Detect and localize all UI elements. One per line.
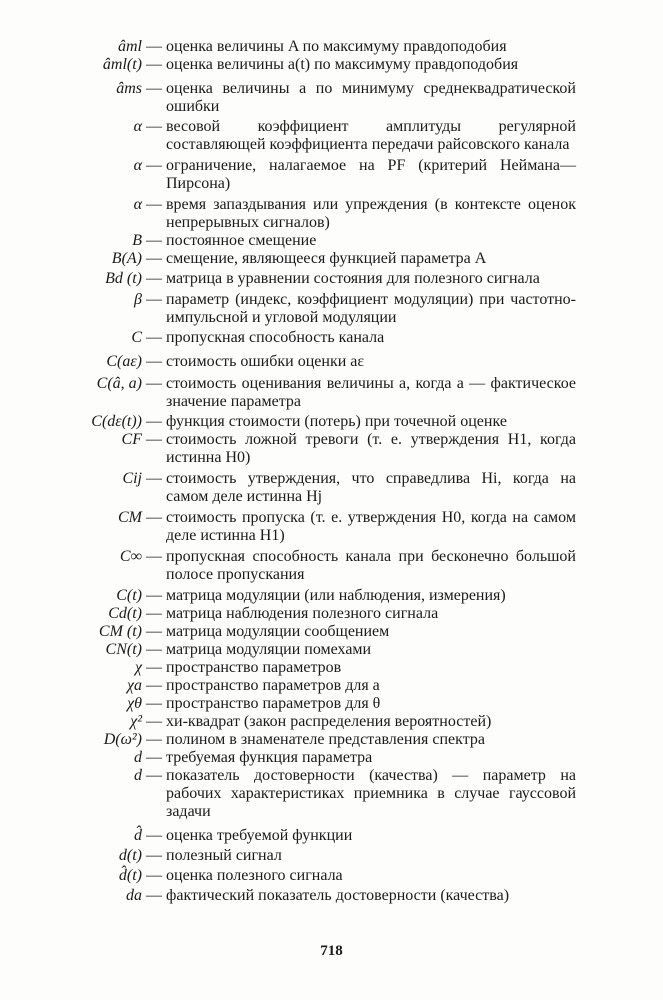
glossary-term: d(t) [118, 847, 142, 864]
glossary-definition: матрица модуляции помехами [166, 641, 372, 658]
glossary-entry: C(â, a) — стоимость оценивания величины a, когда a — фактическое значение параметра [0, 375, 663, 411]
glossary-term: CM [118, 509, 142, 526]
glossary-term: âml(t) [102, 56, 142, 73]
glossary-term: B(A) [111, 250, 142, 267]
glossary-definition: пропускная способность канала [166, 329, 385, 346]
glossary-entry: CM — стоимость пропуска (т. е. утверждения H0, когда на самом деле истинна H1) [0, 509, 663, 545]
glossary-entry: Bd (t) — матрица в уравнении состояния для полезного сигнала [0, 270, 663, 288]
glossary-definition: стоимость оценивания величины a, когда a — фактическое значение параметра [166, 375, 576, 410]
glossary-entry: d̂ — оценка требуемой функции [0, 827, 663, 845]
glossary-term: âms [116, 80, 142, 97]
glossary-entry: χ² — хи-квадрат (закон распределения вероятностей) [0, 713, 663, 731]
glossary-term: Cd(t) [108, 605, 142, 622]
glossary-entry: χa — пространство параметров для a [0, 677, 663, 695]
glossary-entry: χθ — пространство параметров для θ [0, 695, 663, 713]
glossary-entry: d(t) — полезный сигнал [0, 847, 663, 865]
glossary-definition: оценка величины a по минимуму среднеквадратической ошибки [166, 80, 576, 115]
glossary-entry: χ — пространство параметров [0, 659, 663, 677]
glossary-definition: фактический показатель достоверности (качества) [166, 887, 510, 904]
glossary-entry: β — параметр (индекс, коэффициент модуляции) при частотно-импульсной и угловой модуляции [0, 291, 663, 327]
glossary-term: d [134, 749, 142, 766]
glossary-entry: C(t) — матрица модуляции (или наблюдения, измерения) [0, 587, 663, 605]
glossary-term: âml [118, 38, 142, 55]
glossary-term: CF [121, 431, 142, 448]
glossary-definition: ограничение, налагаемое на PF (критерий Неймана—Пирсона) [166, 157, 576, 192]
glossary-entry: d̂(t) — оценка полезного сигнала [0, 867, 663, 885]
glossary-term: C(â, a) [96, 375, 142, 392]
glossary-definition: матрица модуляции сообщением [166, 623, 390, 640]
glossary-definition: оценка требуемой функции [166, 827, 353, 844]
glossary-entry: d — показатель достоверности (качества) — параметр на рабочих характеристиках приемника в случае гауссовой задачи [0, 767, 663, 821]
glossary-entry: C(dε(t)) — функция стоимости (потерь) при точечной оценке [0, 413, 663, 431]
glossary-entry: α — время запаздывания или упреждения (в контексте оценок непрерывных сигналов) [0, 196, 663, 232]
glossary-entry: C∞ — пропускная способность канала при бесконечно большой полосе пропускания [0, 548, 663, 584]
glossary-entry: CF — стоимость ложной тревоги (т. е. утверждения H1, когда истинна H0) [0, 431, 663, 467]
glossary-entry: âml(t) — оценка величины a(t) по максимуму правдоподобия [0, 56, 663, 74]
glossary-entry: Cd(t) — матрица наблюдения полезного сигнала [0, 605, 663, 623]
glossary-term: α [133, 196, 142, 213]
glossary-term: C(t) [116, 587, 142, 604]
glossary-entry: α — ограничение, налагаемое на PF (критерий Неймана—Пирсона) [0, 157, 663, 193]
glossary-definition: время запаздывания или упреждения (в контексте оценок непрерывных сигналов) [166, 196, 576, 231]
glossary-definition: показатель достоверности (качества) — параметр на рабочих характеристиках приемника в случае гауссовой задачи [166, 767, 576, 820]
glossary-definition: оценка величины A по максимуму правдоподобия [166, 38, 507, 55]
glossary-entry: âml — оценка величины A по максимуму правдоподобия [0, 38, 663, 56]
glossary-entry: B(A) — смещение, являющееся функцией параметра A [0, 250, 663, 268]
glossary-definition: оценка величины a(t) по максимуму правдоподобия [166, 56, 519, 73]
glossary-term: D(ω²) [103, 731, 142, 748]
glossary-definition: пространство параметров [166, 659, 342, 676]
glossary-entry: CM (t) — матрица модуляции сообщением [0, 623, 663, 641]
glossary-term: Bd (t) [105, 270, 142, 287]
glossary-entry: B — постоянное смещение [0, 232, 663, 250]
glossary-term: χθ [127, 695, 142, 712]
glossary-definition: смещение, являющееся функцией параметра A [166, 250, 487, 267]
glossary-term: d̂ [134, 827, 142, 844]
glossary-definition: хи-квадрат (закон распределения вероятностей) [166, 713, 492, 730]
glossary-definition: матрица модуляции (или наблюдения, измерения) [166, 587, 506, 604]
glossary-definition: функция стоимости (потерь) при точечной оценке [166, 413, 507, 430]
glossary-definition: требуемая функция параметра [166, 749, 373, 766]
glossary-term: C [131, 329, 142, 346]
glossary-entry: âms — оценка величины a по минимуму среднеквадратической ошибки [0, 80, 663, 116]
glossary-term: α [133, 157, 142, 174]
page-number: 718 [320, 943, 343, 959]
glossary-definition: оценка полезного сигнала [166, 867, 343, 884]
glossary-entry: C — пропускная способность канала [0, 329, 663, 347]
glossary-term: β [134, 291, 142, 308]
glossary-definition: матрица в уравнении состояния для полезного сигнала [166, 270, 540, 287]
glossary-definition: весовой коэффициент амплитуды регулярной составляющей коэффициента передачи райсовского канала [166, 118, 576, 153]
glossary-term: Cij [122, 470, 142, 487]
glossary-entry: D(ω²) — полином в знаменателе представления спектра [0, 731, 663, 749]
glossary-definition: матрица наблюдения полезного сигнала [166, 605, 439, 622]
glossary-entry: α — весовой коэффициент амплитуды регулярной составляющей коэффициента передачи райсовского канала [0, 118, 663, 154]
glossary-term: CN(t) [105, 641, 142, 658]
glossary-entry: da — фактический показатель достоверности (качества) [0, 887, 663, 905]
glossary-definition: пространство параметров для a [166, 677, 380, 694]
glossary-definition: стоимость ложной тревоги (т. е. утверждения H1, когда истинна H0) [166, 431, 576, 466]
glossary-definition: пространство параметров для θ [166, 695, 381, 712]
glossary-definition: пропускная способность канала при бесконечно большой полосе пропускания [166, 548, 576, 583]
glossary-entry: CN(t) — матрица модуляции помехами [0, 641, 663, 659]
glossary-term: α [133, 118, 142, 135]
glossary-entry: Cij — стоимость утверждения, что справедлива Hi, когда на самом деле истинна Hj [0, 470, 663, 506]
glossary-definition: стоимость утверждения, что справедлива Hi, когда на самом деле истинна Hj [166, 470, 576, 505]
glossary-term: da [126, 887, 142, 904]
glossary-term: C(dε(t)) [91, 413, 142, 430]
glossary-definition: стоимость ошибки оценки aε [166, 353, 365, 370]
glossary-entry: d — требуемая функция параметра [0, 749, 663, 767]
glossary-definition: параметр (индекс, коэффициент модуляции) при частотно-импульсной и угловой модуляции [166, 291, 576, 326]
glossary-term: d [134, 767, 142, 784]
glossary-entry: C(aε) — стоимость ошибки оценки aε [0, 353, 663, 371]
glossary-term: χa [126, 677, 142, 694]
glossary-definition: стоимость пропуска (т. е. утверждения H0, когда на самом деле истинна H1) [166, 509, 576, 544]
glossary-term: χ [134, 659, 142, 676]
glossary-term: χ² [130, 713, 142, 730]
glossary-term: CM (t) [98, 623, 142, 640]
glossary-term: d̂(t) [118, 867, 142, 884]
notation-glossary [0, 38, 663, 905]
glossary-definition: полином в знаменателе представления спектра [166, 731, 485, 748]
glossary-term: B [132, 232, 142, 249]
glossary-term: C∞ [119, 548, 142, 565]
glossary-definition: полезный сигнал [166, 847, 282, 864]
glossary-term: C(aε) [106, 353, 142, 370]
glossary-definition: постоянное смещение [166, 232, 317, 249]
